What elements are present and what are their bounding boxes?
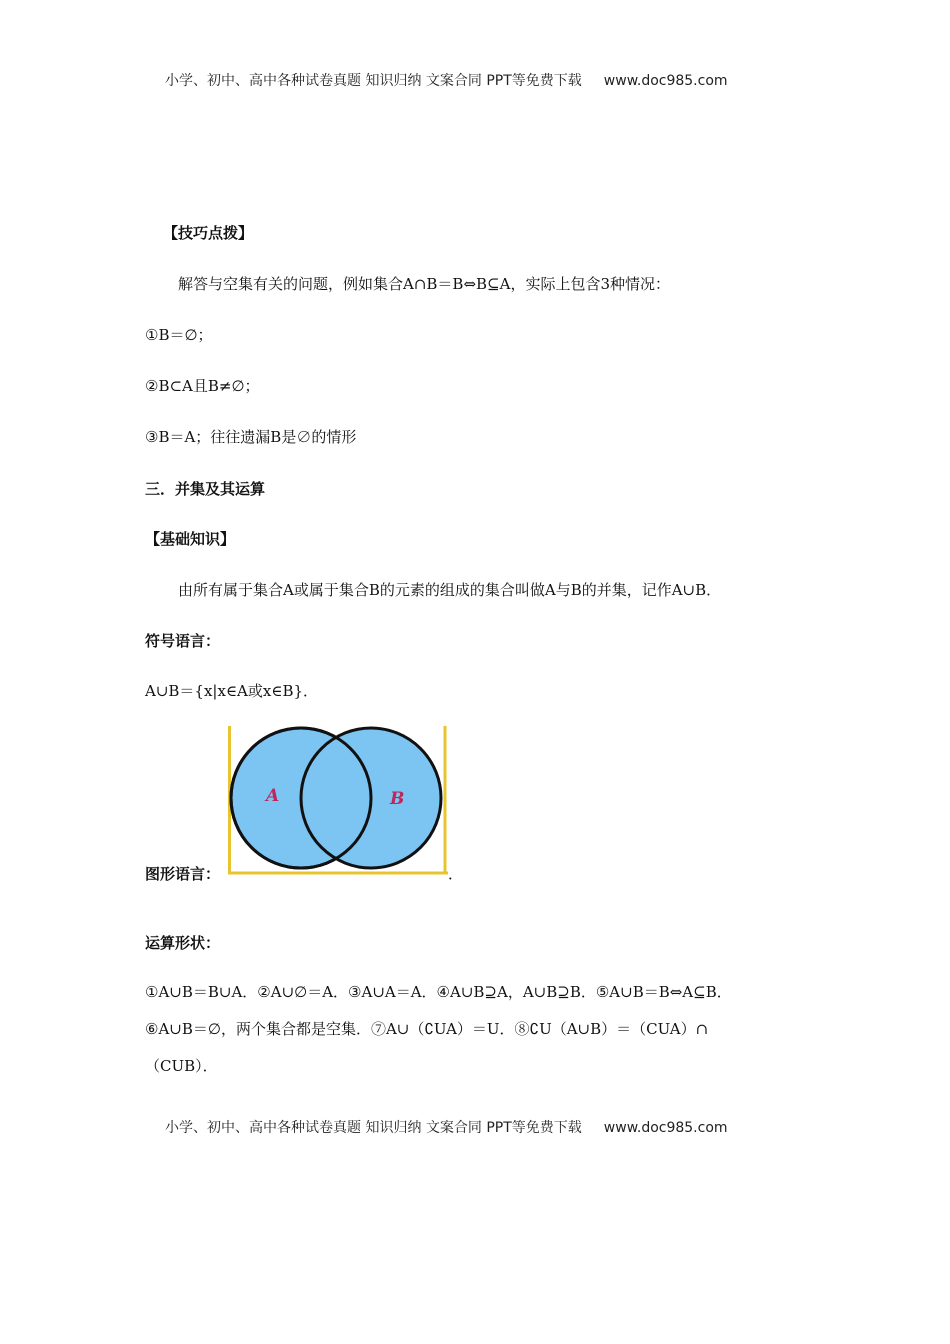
figure-period: ． [448,865,464,883]
page-footer [165,1117,728,1137]
section-title: 三．并集及其运算 [145,480,266,498]
venn-diagram [228,726,448,876]
basic-knowledge-heading: 【基础知识】 [145,530,236,548]
figure-language-label: 图形语言： [145,865,221,883]
symbol-formula: A∪B＝{x|x∈A或x∈B}． [145,682,319,700]
header-text: 小学、初中、高中各种试卷真题 知识归纳 文案合同 PPT等免费下载 [165,73,582,89]
operation-properties-line-2: ⑥A∪B＝∅，两个集合都是空集．⑦A∪（∁UA）＝U．⑧∁U（A∪B）＝（CUA）∩ [145,1020,709,1038]
tips-intro: 解答与空集有关的问题，例如集合A∩B＝B⇔B⊆A，实际上包含3种情况： [178,275,670,293]
tips-case-2: ②B⊂A且B≠∅； [145,377,260,395]
page-header [165,70,728,90]
operation-properties-line-1: ①A∪B＝B∪A．②A∪∅＝A．③A∪A＝A．④A∪B⊇A，A∪B⊇B．⑤A∪B＝B⇔A⊆B． [145,983,732,1001]
tips-case-1: ①B＝∅； [145,326,213,344]
label-a: A [266,786,280,806]
tips-heading: 【技巧点拨】 [163,224,254,242]
operation-properties-label: 运算形状： [145,934,221,952]
symbol-language-label: 符号语言： [145,632,221,650]
label-b: B [390,789,405,809]
union-definition: 由所有属于集合A或属于集合B的元素的组成的集合叫做A与B的并集，记作A∪B． [178,581,722,599]
header-url[interactable]: www.doc985.com [603,73,728,89]
footer-url[interactable]: www.doc985.com [603,1120,728,1136]
footer-text: 小学、初中、高中各种试卷真题 知识归纳 文案合同 PPT等免费下载 [165,1120,582,1136]
tips-case-3: ③B＝A；往往遗漏B是∅的情形 [145,428,357,446]
operation-properties-line-3: （CUB）． [145,1057,218,1075]
venn-svg [228,726,448,876]
